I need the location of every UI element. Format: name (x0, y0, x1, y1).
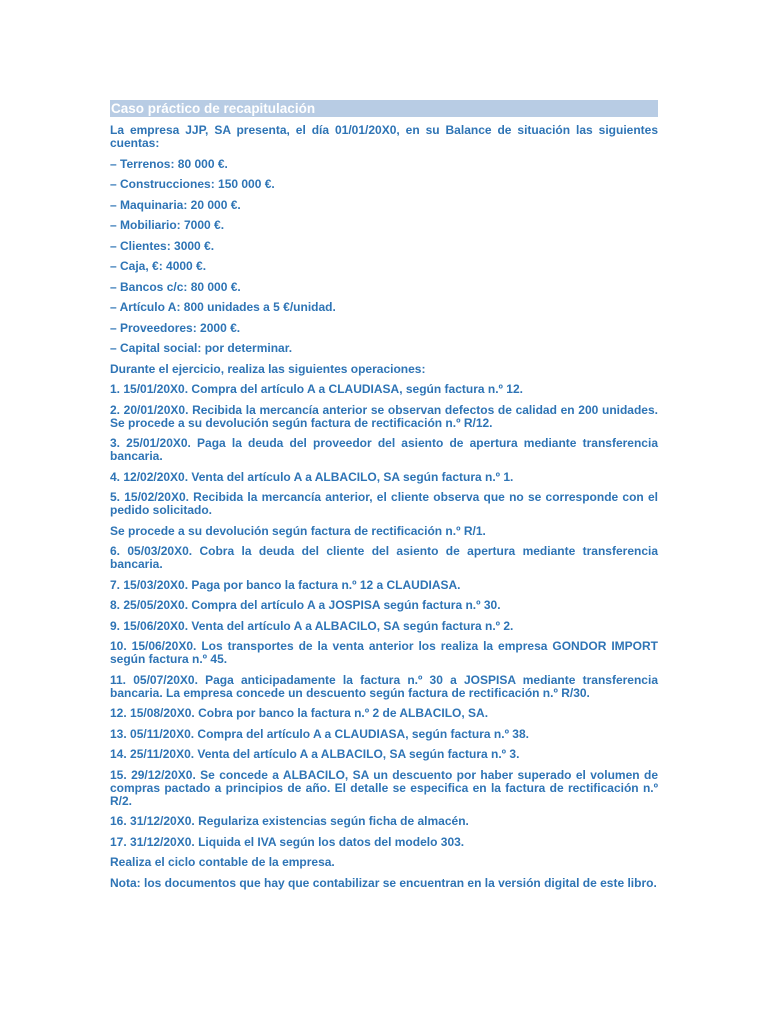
account-item: – Artículo A: 800 unidades a 5 €/unidad. (110, 300, 336, 314)
operation-item: 5. 15/02/20X0. Recibida la mercancía anterior, el cliente observa que no se corresponde con el pedido solicitado. (110, 490, 658, 517)
document-body (110, 100, 658, 897)
operation-item: 13. 05/11/20X0. Compra del artículo A a CLAUDIASA, según factura n.º 38. (110, 726, 529, 741)
operation-item: 1. 15/01/20X0. Compra del artículo A a CLAUDIASA, según factura n.º 12. (110, 382, 523, 396)
operation-item: 6. 05/03/20X0. Cobra la deuda del cliente del asiento de apertura mediante transferencia bancaria. (110, 544, 658, 571)
account-item: – Construcciones: 150 000 €. (110, 177, 275, 191)
section-heading: Caso práctico de recapitulación (110, 100, 658, 117)
operation-item: 2. 20/01/20X0. Recibida la mercancía anterior se observan defectos de calidad en 200 unidades. Se procede a su devolución según factura de rectificación n.º R/12. (110, 402, 658, 430)
operation-item: 3. 25/01/20X0. Paga la deuda del proveedor del asiento de apertura mediante transferencia bancaria. (110, 436, 658, 463)
operation-item: 12. 15/08/20X0. Cobra por banco la factura n.º 2 de ALBACILO, SA. (110, 706, 489, 720)
account-item: – Mobiliario: 7000 €. (110, 218, 225, 232)
intro-paragraph: La empresa JJP, SA presenta, el día 01/01/20X0, en su Balance de situación las siguientes cuentas: (110, 123, 658, 150)
operations-intro: Durante el ejercicio, realiza las siguientes operaciones: (110, 361, 426, 376)
account-item: – Caja, €: 4000 €. (110, 259, 207, 273)
note-paragraph: Nota: los documentos que hay que contabilizar se encuentran en la versión digital de este libro. (110, 875, 657, 890)
closing-paragraph: Realiza el ciclo contable de la empresa. (110, 855, 335, 869)
operation-item: 7. 15/03/20X0. Paga por banco la factura n.º 12 a CLAUDIASA. (110, 577, 461, 592)
operation-item: 10. 15/06/20X0. Los transportes de la venta anterior los realiza la empresa GONDOR IMPORT según factura n.º 45. (110, 639, 658, 666)
operation-item: 4. 12/02/20X0. Venta del artículo A a ALBACILO, SA según factura n.º 1. (110, 469, 514, 484)
operation-item: Se procede a su devolución según factura de rectificación n.º R/1. (110, 523, 486, 538)
operation-item: 14. 25/11/20X0. Venta del artículo A a ALBACILO, SA según factura n.º 3. (110, 747, 520, 761)
operation-item: 9. 15/06/20X0. Venta del artículo A a ALBACILO, SA según factura n.º 2. (110, 618, 514, 633)
operation-item: 17. 31/12/20X0. Liquida el IVA según los datos del modelo 303. (110, 834, 465, 849)
operation-item: 8. 25/05/20X0. Compra del artículo A a JOSPISA según factura n.º 30. (110, 598, 501, 612)
account-item: – Capital social: por determinar. (110, 341, 293, 355)
account-item: – Clientes: 3000 €. (110, 238, 215, 253)
account-item: – Proveedores: 2000 €. (110, 320, 241, 335)
operation-item: 15. 29/12/20X0. Se concede a ALBACILO, SA un descuento por haber superado el volumen de compras pactado a principios de año. El detalle se especifica en la factura de rectificación n.º R/2. (110, 767, 658, 808)
account-item: – Bancos c/c: 80 000 €. (110, 279, 241, 294)
account-item: – Maquinaria: 20 000 €. (110, 197, 241, 212)
operation-item: 11. 05/07/20X0. Paga anticipadamente la factura n.º 30 a JOSPISA mediante transferencia bancaria. La empresa concede un descuento según factura de rectificación n.º R/30. (110, 672, 658, 700)
operation-item: 16. 31/12/20X0. Regulariza existencias según ficha de almacén. (110, 814, 469, 828)
account-item: – Terrenos: 80 000 €. (110, 156, 228, 171)
